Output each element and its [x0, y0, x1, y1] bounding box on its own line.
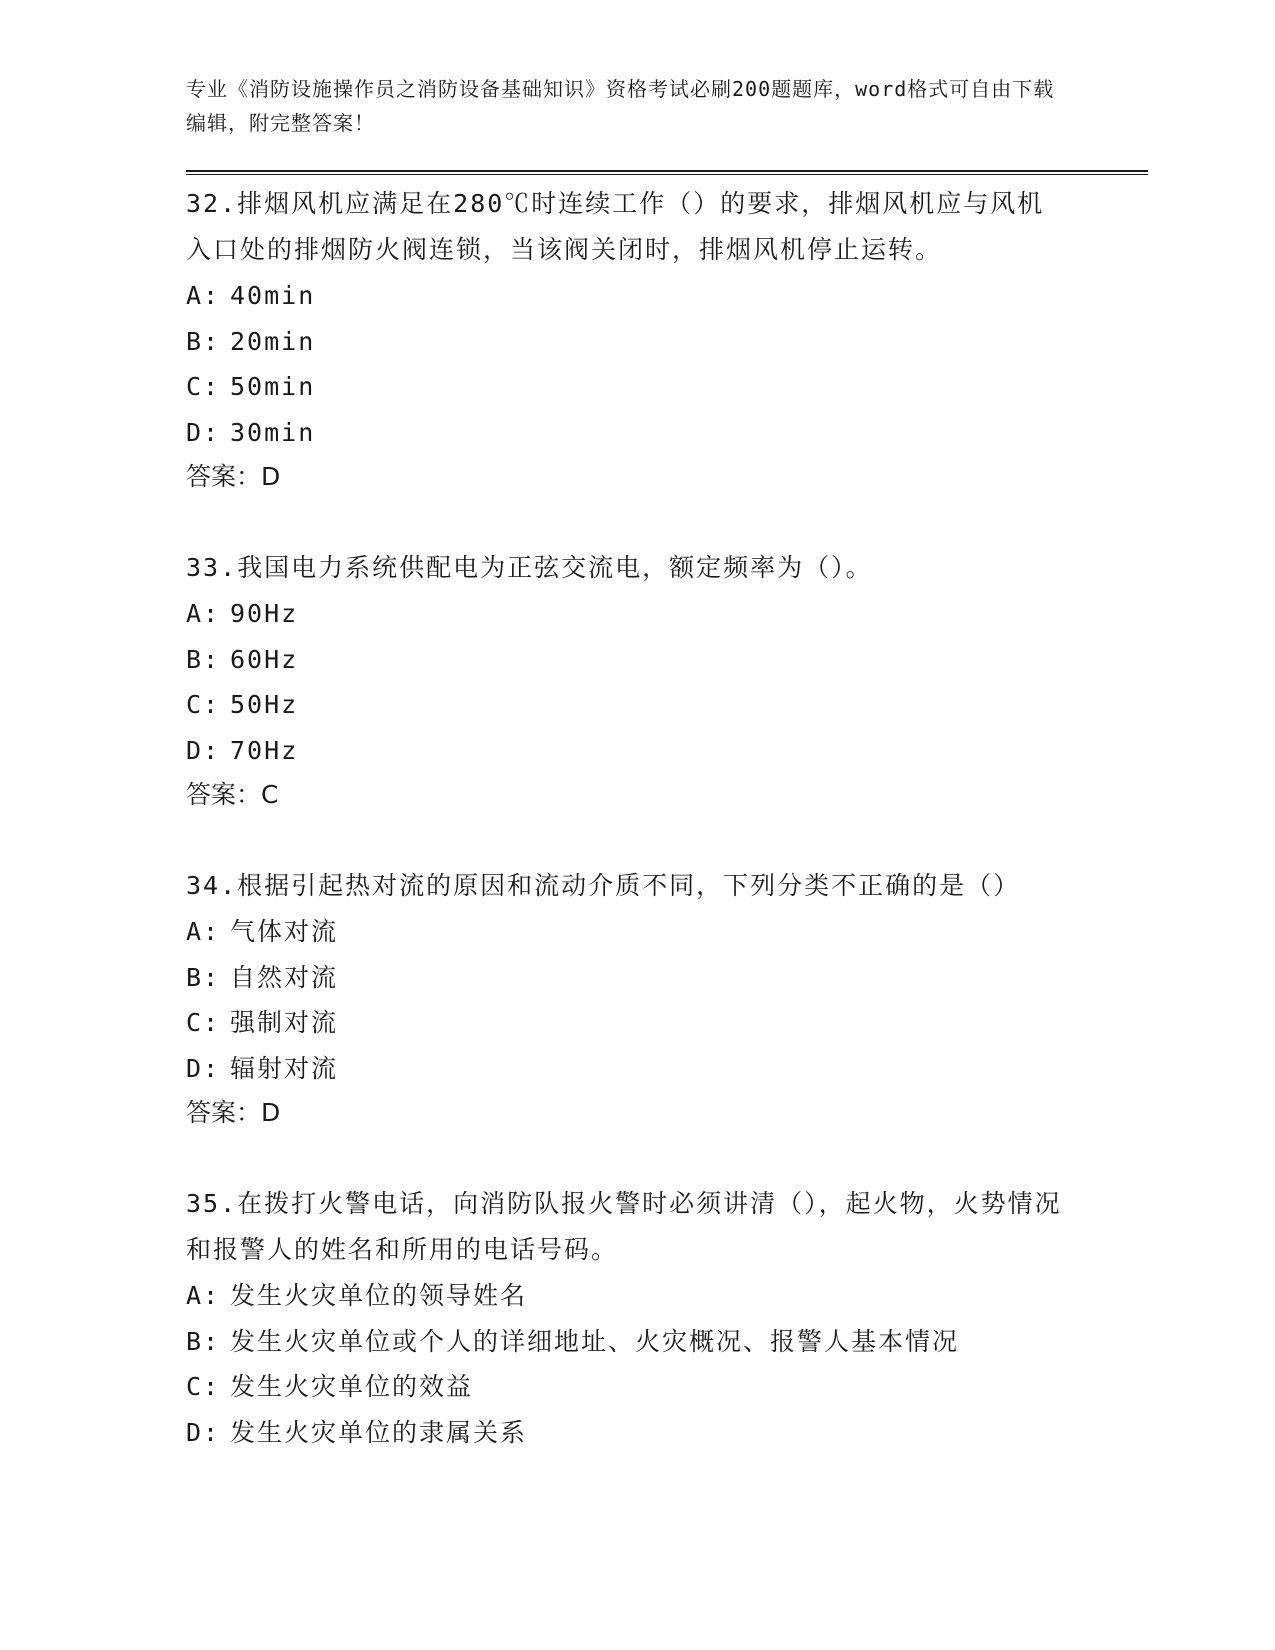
document-intro: 专业《消防设施操作员之消防设备基础知识》资格考试必刷200题题库，word格式可自由下载编辑，附完整答案！	[186, 77, 1055, 135]
question-34	[186, 863, 1146, 1135]
option-b: B: 自然对流	[186, 962, 339, 992]
option-b: B: 发生火灾单位或个人的详细地址、火灾概况、报警人基本情况	[186, 1326, 960, 1356]
option-b: B: 20min	[186, 326, 316, 356]
option-a: A: 发生火灾单位的领导姓名	[186, 1281, 528, 1310]
option-c: C: 发生火灾单位的效益	[186, 1372, 474, 1401]
option-d: D: 辐射对流	[186, 1053, 339, 1083]
option-c: C: 50min	[186, 372, 316, 401]
header-divider	[186, 170, 1148, 175]
option-b: B: 60Hz	[186, 644, 299, 674]
document-page	[186, 72, 1146, 1455]
option-d: D: 70Hz	[186, 735, 299, 765]
question-stem: 35.在拨打火警电话，向消防队报火警时必须讲清（），起火物，火势情况和报警人的姓名和所用的电话号码。	[186, 1189, 1062, 1264]
option-d: D: 30min	[186, 417, 316, 447]
question-stem: 32.排烟风机应满足在280℃时连续工作（）的要求，排烟风机应与风机入口处的排烟防火阀连锁，当该阀关闭时，排烟风机停止运转。	[186, 189, 1045, 264]
option-a: A: 气体对流	[186, 917, 339, 946]
answer: 答案：D	[186, 1098, 281, 1127]
option-a: A: 90Hz	[186, 599, 299, 628]
answer: 答案：C	[186, 780, 279, 809]
question-stem: 33.我国电力系统供配电为正弦交流电，额定频率为（）。	[186, 553, 873, 582]
question-32	[186, 181, 1146, 499]
answer: 答案：D	[186, 462, 281, 491]
option-a: A: 40min	[186, 281, 316, 310]
option-c: C: 强制对流	[186, 1008, 339, 1037]
question-stem: 34.根据引起热对流的原因和流动介质不同，下列分类不正确的是（）	[186, 871, 1021, 900]
question-35	[186, 1181, 1146, 1455]
question-33	[186, 545, 1146, 817]
option-d: D: 发生火灾单位的隶属关系	[186, 1417, 528, 1447]
option-c: C: 50Hz	[186, 690, 299, 719]
